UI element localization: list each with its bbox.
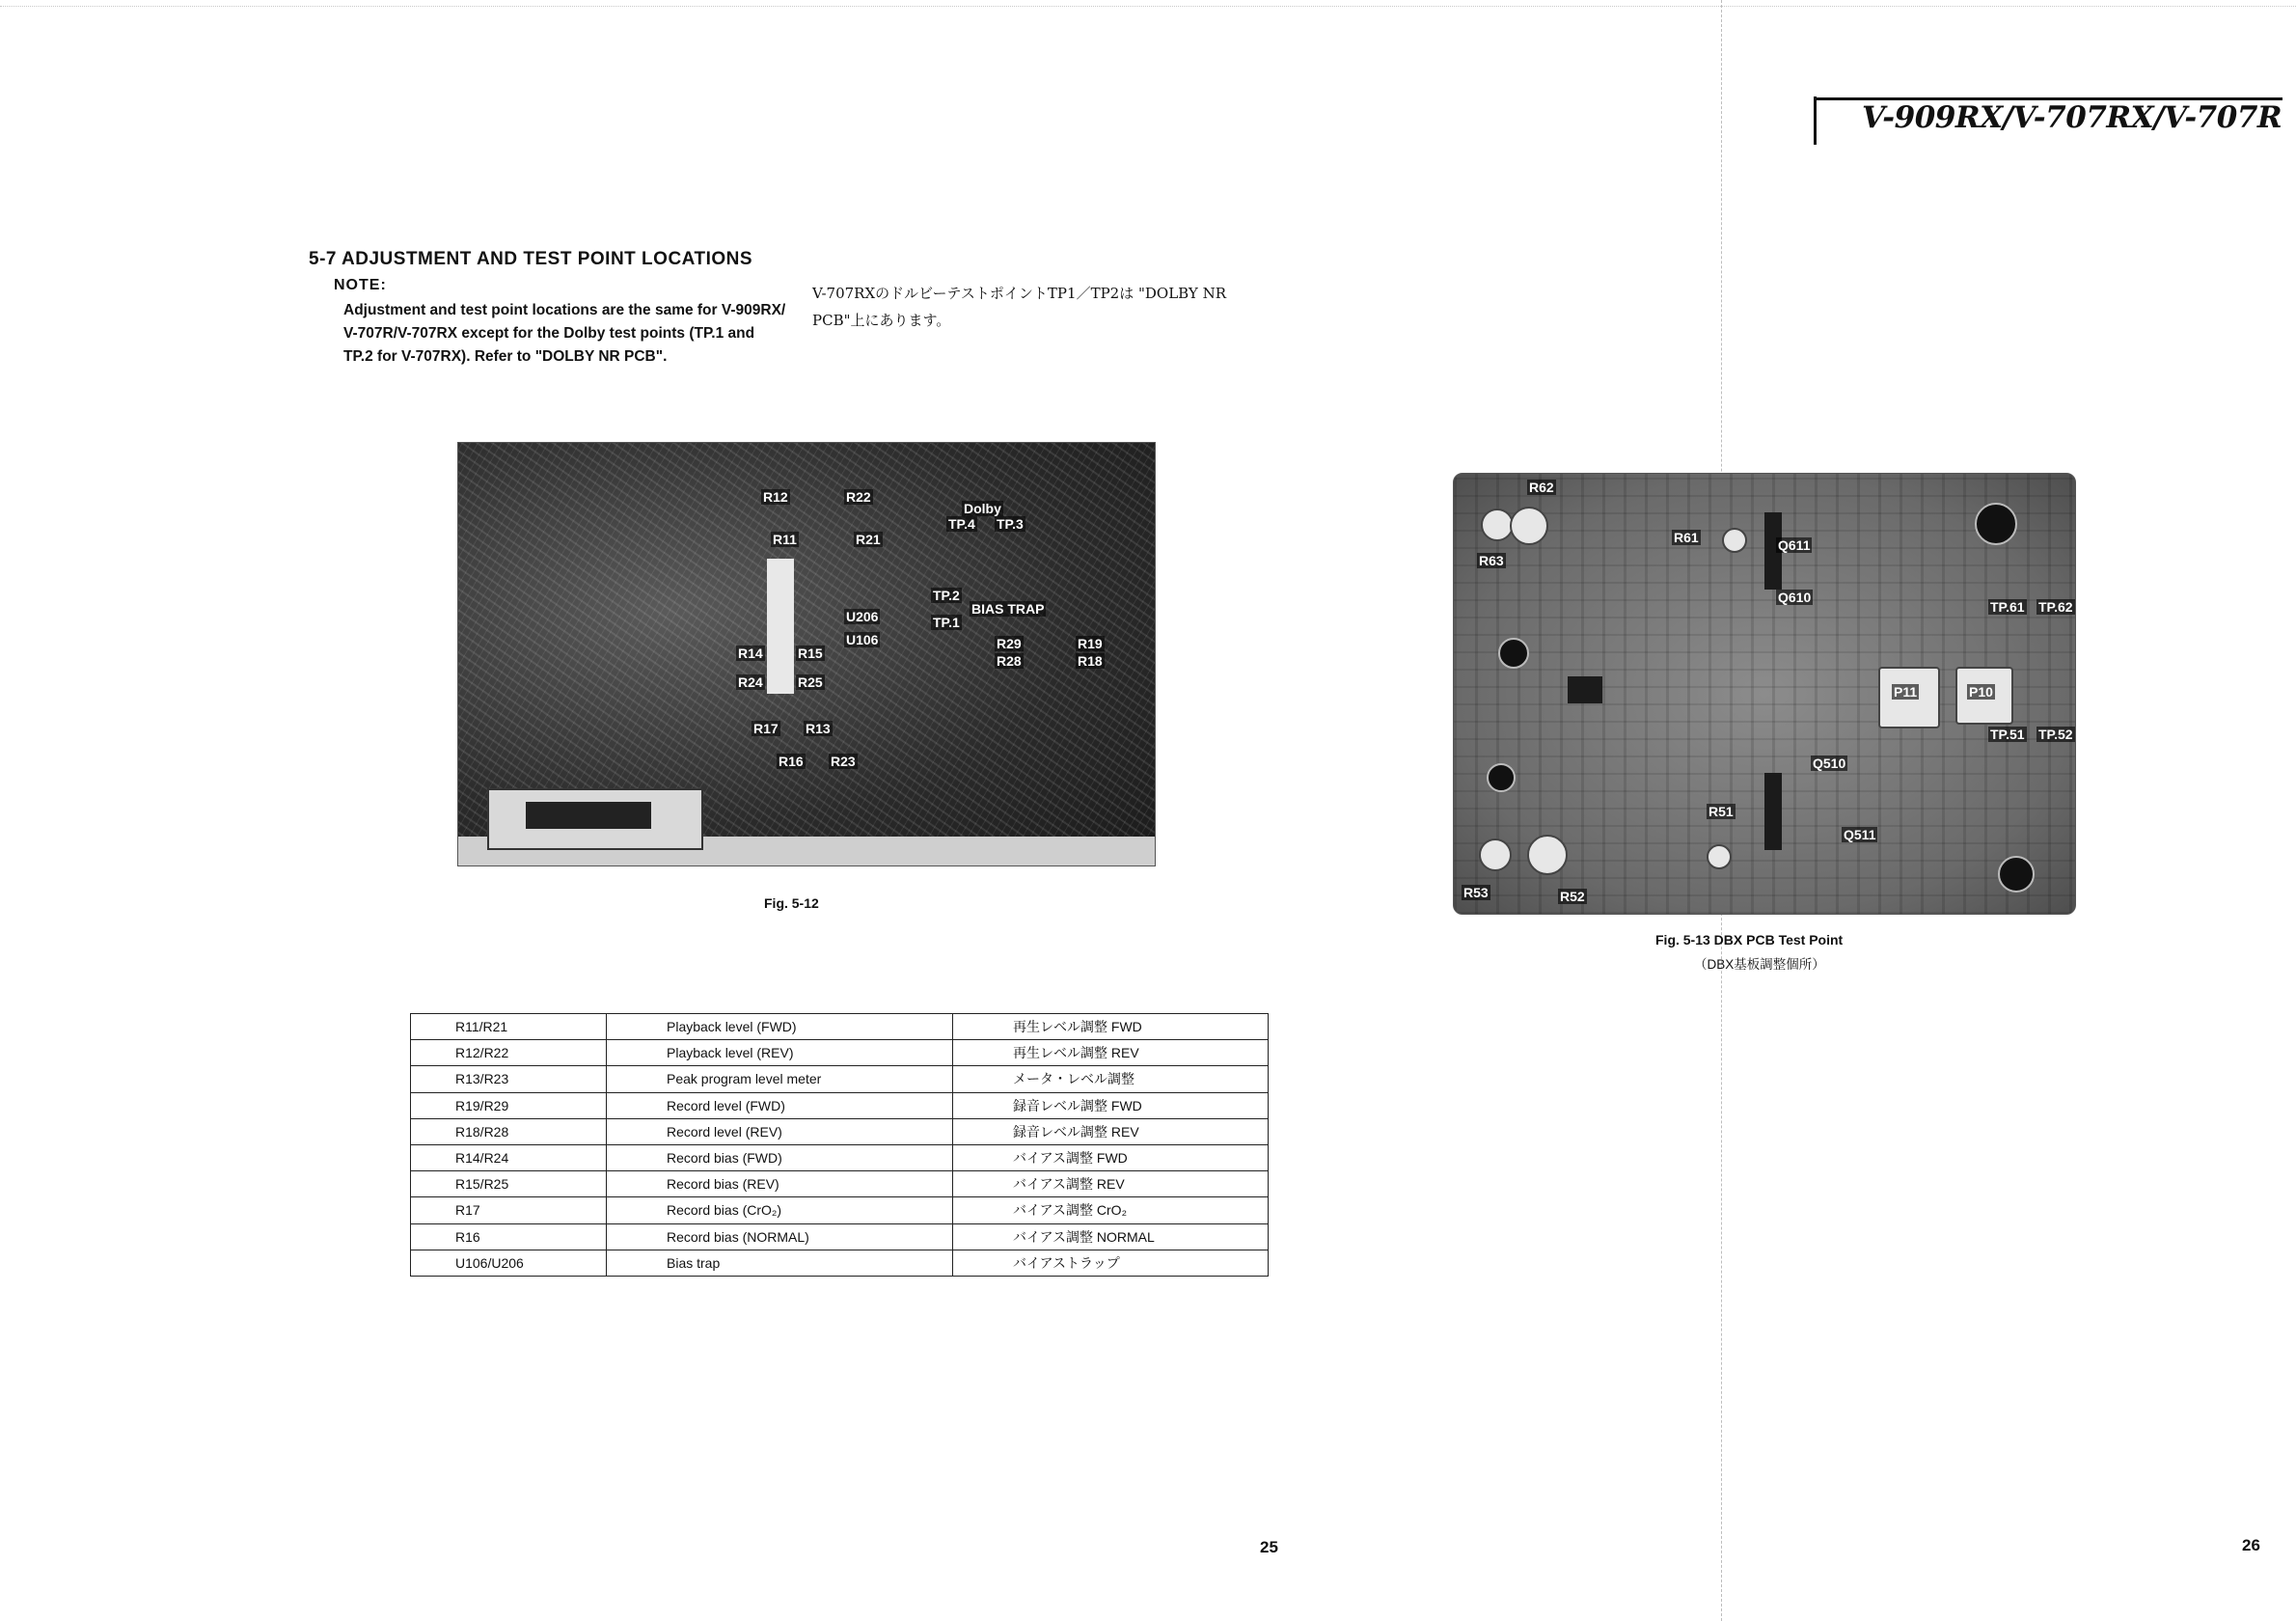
cassette-slot bbox=[526, 802, 651, 829]
table-cell-ref: R12/R22 bbox=[411, 1040, 607, 1066]
label-q611: Q611 bbox=[1778, 537, 1811, 553]
table-cell-japanese: バイアストラップ bbox=[953, 1250, 1269, 1276]
label-tp51: TP.51 bbox=[1990, 727, 2025, 742]
capacitor-b bbox=[1998, 856, 2035, 893]
label-q610: Q610 bbox=[1778, 590, 1812, 605]
label-r62: R62 bbox=[1529, 480, 1554, 495]
label-r17: R17 bbox=[753, 721, 779, 736]
capacitor-c bbox=[1498, 638, 1529, 669]
table-cell-ref: R15/R25 bbox=[411, 1171, 607, 1197]
note-text-japanese: V-707RXのドルビーテストポイントTP1／TP2は "DOLBY NR PCB"上にあります。 bbox=[812, 285, 1227, 329]
page-number-right: 26 bbox=[2242, 1536, 2260, 1554]
table-cell-description: Record level (REV) bbox=[607, 1118, 953, 1144]
table-cell-japanese: バイアス調整 REV bbox=[953, 1171, 1269, 1197]
table-cell-description: Peak program level meter bbox=[607, 1066, 953, 1092]
label-tp3: TP.3 bbox=[997, 516, 1024, 532]
label-r63: R63 bbox=[1479, 553, 1504, 568]
table-cell-japanese: 録音レベル調整 REV bbox=[953, 1118, 1269, 1144]
label-tp62: TP.62 bbox=[2038, 599, 2073, 615]
label-p10: P10 bbox=[1969, 684, 1993, 700]
ic-lower bbox=[1764, 773, 1782, 850]
table-cell-description: Record level (FWD) bbox=[607, 1092, 953, 1118]
adjustment-table bbox=[410, 1013, 1269, 1277]
label-bias-trap: BIAS TRAP bbox=[971, 601, 1045, 617]
label-u206: U206 bbox=[846, 609, 879, 624]
trimmer-r62 bbox=[1510, 507, 1548, 545]
table-row bbox=[411, 1040, 1269, 1066]
table-row bbox=[411, 1118, 1269, 1144]
table-cell-ref: R18/R28 bbox=[411, 1118, 607, 1144]
label-q510: Q510 bbox=[1813, 756, 1846, 771]
trimmer-r52 bbox=[1527, 835, 1568, 875]
label-r19: R19 bbox=[1078, 636, 1103, 651]
label-r52: R52 bbox=[1560, 889, 1585, 904]
table-row bbox=[411, 1066, 1269, 1092]
label-r15: R15 bbox=[798, 646, 823, 661]
table-cell-description: Bias trap bbox=[607, 1250, 953, 1276]
table-cell-ref: R14/R24 bbox=[411, 1144, 607, 1170]
section-title: 5-7 ADJUSTMENT AND TEST POINT LOCATIONS bbox=[309, 249, 753, 269]
table-row bbox=[411, 1171, 1269, 1197]
label-r53: R53 bbox=[1463, 885, 1489, 900]
label-r24: R24 bbox=[738, 674, 763, 690]
fig-5-13-caption-japanese: （DBX基板調整個所） bbox=[1694, 957, 1825, 972]
table-cell-ref: R17 bbox=[411, 1197, 607, 1223]
scan-top-edge bbox=[0, 6, 2296, 10]
label-r61: R61 bbox=[1674, 530, 1699, 545]
table-row bbox=[411, 1092, 1269, 1118]
table-row bbox=[411, 1250, 1269, 1276]
table-row bbox=[411, 1197, 1269, 1223]
table-cell-japanese: 録音レベル調整 FWD bbox=[953, 1092, 1269, 1118]
label-r25: R25 bbox=[798, 674, 823, 690]
table-cell-ref: R19/R29 bbox=[411, 1092, 607, 1118]
label-r28: R28 bbox=[997, 653, 1022, 669]
table-cell-description: Record bias (NORMAL) bbox=[607, 1223, 953, 1250]
label-tp2: TP.2 bbox=[933, 588, 960, 603]
table-cell-description: Playback level (FWD) bbox=[607, 1014, 953, 1040]
trimmer-r51 bbox=[1707, 844, 1732, 869]
label-r18: R18 bbox=[1078, 653, 1103, 669]
table-cell-description: Playback level (REV) bbox=[607, 1040, 953, 1066]
label-tp52: TP.52 bbox=[2038, 727, 2073, 742]
fig-5-12-caption: Fig. 5-12 bbox=[764, 895, 819, 911]
label-r16: R16 bbox=[779, 754, 804, 769]
table-row bbox=[411, 1223, 1269, 1250]
label-r13: R13 bbox=[806, 721, 831, 736]
table-cell-description: Record bias (FWD) bbox=[607, 1144, 953, 1170]
table-cell-description: Record bias (REV) bbox=[607, 1171, 953, 1197]
table-cell-ref: R16 bbox=[411, 1223, 607, 1250]
header-rule-vertical bbox=[1814, 96, 1817, 145]
label-tp4: TP.4 bbox=[948, 516, 975, 532]
fig-5-12-photo bbox=[457, 442, 1156, 866]
trimmer-r63 bbox=[1481, 508, 1514, 541]
table-cell-japanese: 再生レベル調整 FWD bbox=[953, 1014, 1269, 1040]
label-dolby: Dolby bbox=[964, 501, 1001, 516]
label-tp61: TP.61 bbox=[1990, 599, 2025, 615]
label-tp1: TP.1 bbox=[933, 615, 960, 630]
label-r22: R22 bbox=[846, 489, 871, 505]
table-cell-japanese: バイアス調整 NORMAL bbox=[953, 1223, 1269, 1250]
model-title: V-909RX/V-707RX/V-707R bbox=[1862, 100, 2282, 135]
note-label: NOTE: bbox=[334, 277, 387, 293]
label-r11: R11 bbox=[773, 532, 797, 547]
label-q511: Q511 bbox=[1844, 827, 1876, 842]
table-cell-ref: U106/U206 bbox=[411, 1250, 607, 1276]
capacitor-d bbox=[1487, 763, 1516, 792]
table-cell-japanese: 再生レベル調整 REV bbox=[953, 1040, 1269, 1066]
table-row bbox=[411, 1144, 1269, 1170]
fig-5-13-caption: Fig. 5-13 DBX PCB Test Point bbox=[1655, 932, 1844, 948]
label-r12: R12 bbox=[763, 489, 788, 505]
trimmer-r61 bbox=[1722, 528, 1747, 553]
label-p11: P11 bbox=[1894, 684, 1918, 700]
table-cell-ref: R11/R21 bbox=[411, 1014, 607, 1040]
table-cell-japanese: バイアス調整 FWD bbox=[953, 1144, 1269, 1170]
label-r21: R21 bbox=[856, 532, 881, 547]
label-u106: U106 bbox=[846, 632, 879, 647]
label-r14: R14 bbox=[738, 646, 763, 661]
label-r51: R51 bbox=[1708, 804, 1734, 819]
trimmer-r53 bbox=[1479, 838, 1512, 871]
table-cell-japanese: バイアス調整 CrO₂ bbox=[953, 1197, 1269, 1223]
fig-5-13-photo bbox=[1453, 473, 2076, 915]
ic-mid bbox=[1568, 676, 1602, 703]
table-row bbox=[411, 1014, 1269, 1040]
capacitor-a bbox=[1975, 503, 2017, 545]
table-cell-japanese: メータ・レベル調整 bbox=[953, 1066, 1269, 1092]
page-number-left: 25 bbox=[1260, 1538, 1278, 1556]
table-cell-description: Record bias (CrO₂) bbox=[607, 1197, 953, 1223]
label-r23: R23 bbox=[831, 754, 856, 769]
note-text: Adjustment and test point locations are the same for V-909RX/ V-707R/V-707RX except for the Dolby test points (TP.1 and TP.2 for V-707RX). Refer to "DOLBY NR PCB". bbox=[343, 302, 786, 365]
table-cell-ref: R13/R23 bbox=[411, 1066, 607, 1092]
label-r29: R29 bbox=[997, 636, 1022, 651]
shield-plate bbox=[767, 559, 794, 694]
